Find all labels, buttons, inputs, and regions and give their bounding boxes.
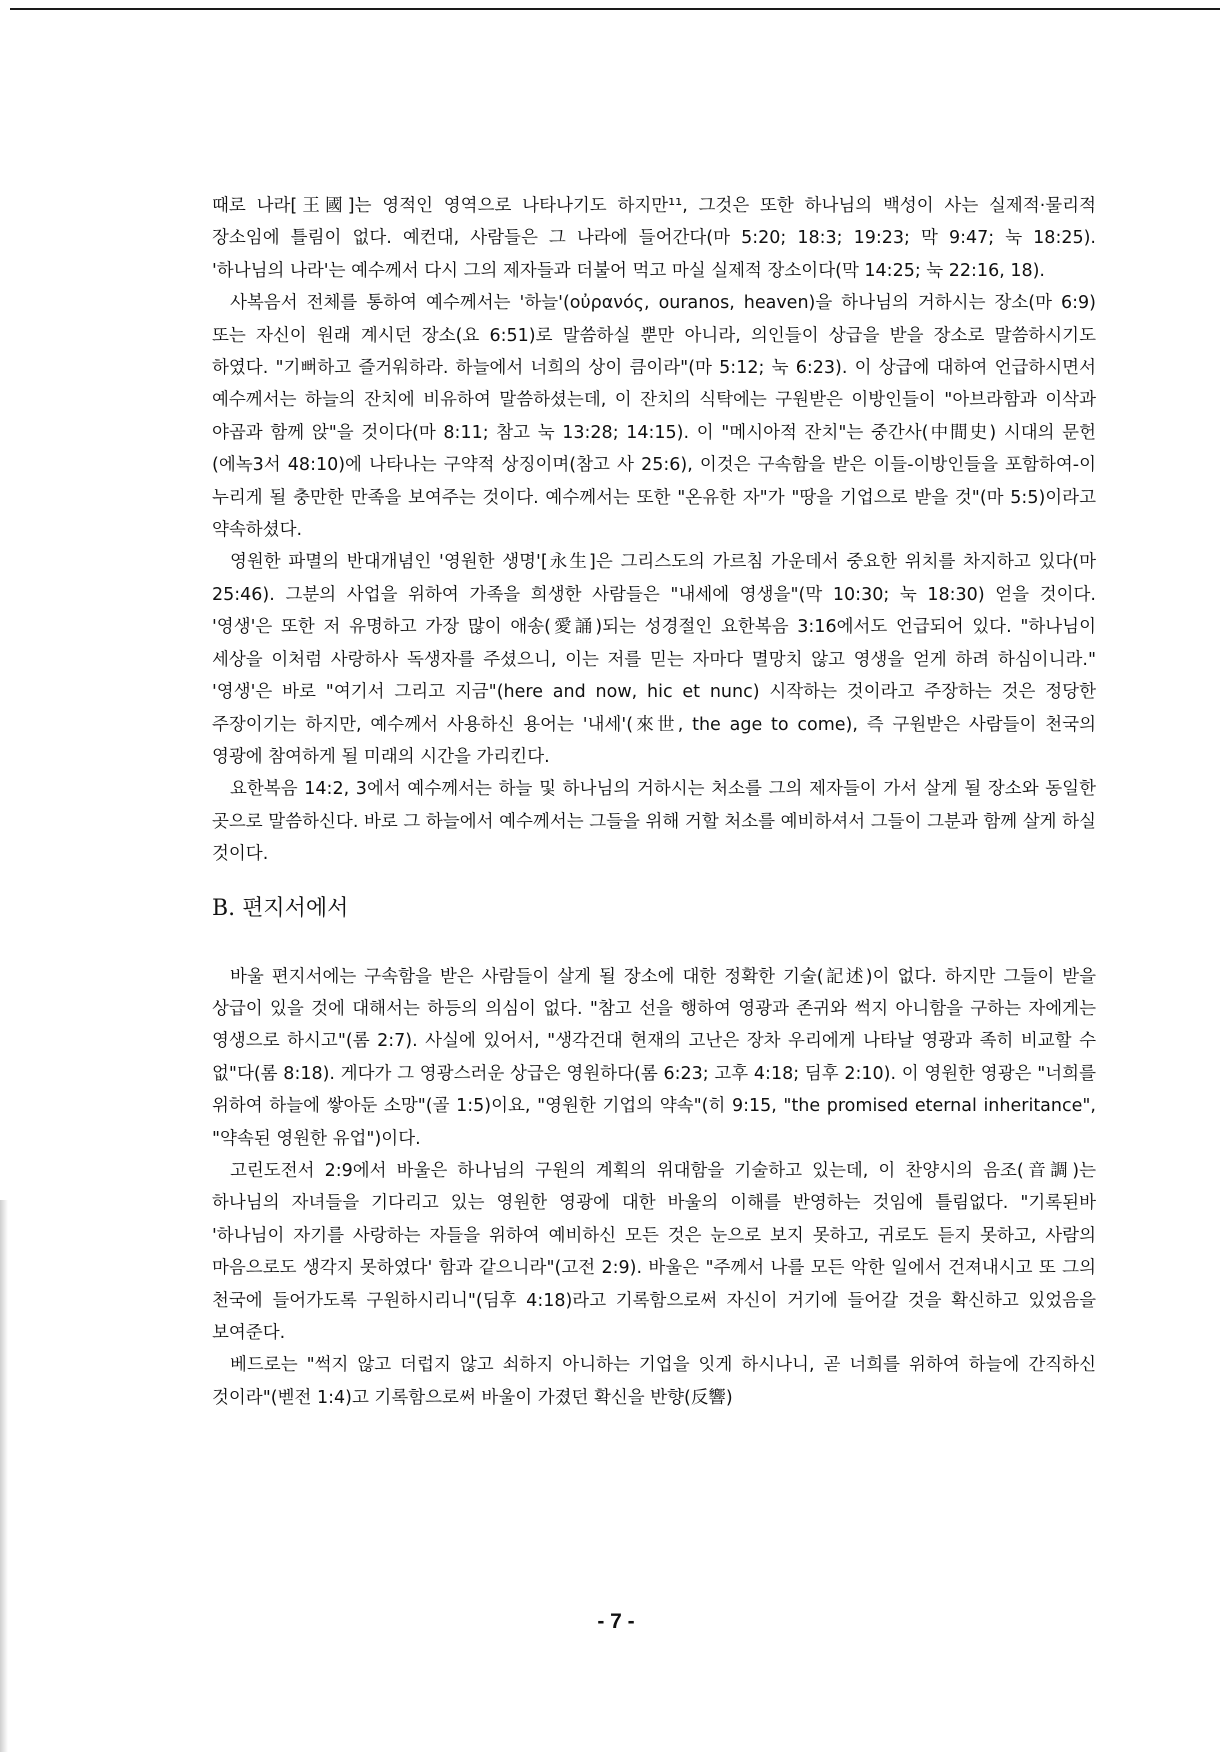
section-heading-epistles: B. 편지서에서 (212, 895, 349, 921)
paragraph-heaven-reward: 사복음서 전체를 통하여 예수께서는 '하늘'(οὐρανός, ouranos, heaven)을 하나님의 거하시는 장소(마 6:9) 또는 자신이 원래 계시던 장소(요 6:51)로 말씀하실 뿐만 아니라, 의인들이 상급을 받을 장소로 말씀하시기도 하였다. "기뻐하고 즐거워하라. 하늘에서 너희의 상이 큼이라"(마 5:12; 눅 6:23). 이 상급에 대하여 언급하시면서 예수께서는 하늘의 잔치에 비유하여 말씀하셨는데, 이 잔치의 식탁에는 구원받은 이방인들이 "아브라함과 이삭과 야곱과 함께 앉"을 것이다(마 8:11; 참고 눅 13:28; 14:15). 이 "메시아적 잔치"는 중간사(中間史) 시대의 문헌(에녹3서 48:10)에 나타나는 구약적 상징이며(참고 사 25:6), 이것은 구속함을 받은 이들-이방인들을 포함하여-이 누리게 될 충만한 만족을 보여주는 것이다. 예수께서는 또한 "온유한 자"가 "땅을 기업으로 받을 것"(마 5:5)이라고 약속하셨다. (212, 293, 1096, 541)
paragraph-kingdom-place: 때로 나라[王國]는 영적인 영역으로 나타나기도 하지만¹¹, 그것은 또한 하나님의 백성이 사는 실제적·물리적 장소임에 틀림이 없다. 예컨대, 사람들은 그 나라에 들어간다(마 5:20; 18:3; 19:23; 막 9:47; 눅 18:25). '하나님의 나라'는 예수께서 다시 그의 제자들과 더불어 먹고 마실 실제적 장소이다(막 14:25; 눅 22:16, 18). (212, 196, 1096, 281)
paragraph-pauline-epistles: 바울 편지서에는 구속함을 받은 사람들이 살게 될 장소에 대한 정확한 기술(記述)이 없다. 하지만 그들이 받을 상급이 있을 것에 대해서는 하등의 의심이 없다. "참고 선을 행하여 영광과 존귀와 썩지 아니함을 구하는 자에게는 영생으로 하시고"(롬 2:7). 사실에 있어서, "생각건대 현재의 고난은 장차 우리에게 나타날 영광과 족히 비교할 수 없"다(롬 8:18). 게다가 그 영광스러운 상급은 영원하다(롬 6:23; 고후 4:18; 딤후 2:10). 이 영원한 영광은 "너희를 위하여 하늘에 쌓아둔 소망"(골 1:5)이요, "영원한 기업의 약속"(히 9:15, "the promised eternal inheritance", "약속된 영원한 유업")이다. (212, 966, 1096, 1149)
top-rule (10, 8, 1220, 10)
page-number: - 7 - (597, 1610, 635, 1633)
paragraph-john-14: 요한복음 14:2, 3에서 예수께서는 하늘 및 하나님의 거하시는 처소를 그의 제자들이 가서 살게 될 장소와 동일한 곳으로 말씀하신다. 바로 그 하늘에서 예수께서는 그들을 위해 거할 처소를 예비하셔서 그들이 그분과 함께 살게 하실 것이다. (212, 779, 1096, 865)
paragraph-1-corinthians-2-9: 고린도전서 2:9에서 바울은 하나님의 구원의 계획의 위대함을 기술하고 있는데, 이 찬양시의 음조(音調)는 하나님의 자녀들을 기다리고 있는 영원한 영광에 대한 바울의 이해를 반영하는 것임에 틀림없다. "기록된바 '하나님이 자기를 사랑하는 자들을 위하여 예비하신 모든 것은 눈으로 보지 못하고, 귀로도 듣지 못하고, 사람의 마음으로도 생각지 못하였다' 함과 같으니라"(고전 2:9). 바울은 "주께서 나를 모든 악한 일에서 건져내시고 또 그의 천국에 들어가도록 구원하시리니"(딤후 4:18)라고 기록함으로써 자신이 거기에 들어갈 것을 확신하고 있었음을 보여준다. (212, 1160, 1096, 1343)
scan-edge-shadow (0, 1200, 8, 1752)
paragraph-peter: 베드로는 "썩지 않고 더럽지 않고 쇠하지 아니하는 기업을 잇게 하시나니, 곧 너희를 위하여 하늘에 간직하신 것이라"(벧전 1:4)고 기록함으로써 바울이 가졌던 확신을 반향(反響) (212, 1355, 1096, 1408)
paragraph-eternal-life: 영원한 파멸의 반대개념인 '영원한 생명'[永生]은 그리스도의 가르침 가운데서 중요한 위치를 차지하고 있다(마 25:46). 그분의 사업을 위하여 가족을 희생한 사람들은 "내세에 영생을"(막 10:30; 눅 18:30) 얻을 것이다. '영생'은 또한 저 유명하고 가장 많이 애송(愛誦)되는 성경절인 요한복음 3:16에서도 언급되어 있다. "하나님이 세상을 이처럼 사랑하사 독생자를 주셨으니, 이는 저를 믿는 자마다 멸망치 않고 영생을 얻게 하려 하심이니라." '영생'은 바로 "여기서 그리고 지금"(here and now, hic et nunc) 시작하는 것이라고 주장하는 것은 정당한 주장이기는 하지만, 예수께서 사용하신 용어는 '내세'(來世, the age to come), 즉 구원받은 사람들이 천국의 영광에 참여하게 될 미래의 시간을 가리킨다. (212, 552, 1096, 767)
page-body (212, 190, 1096, 1414)
